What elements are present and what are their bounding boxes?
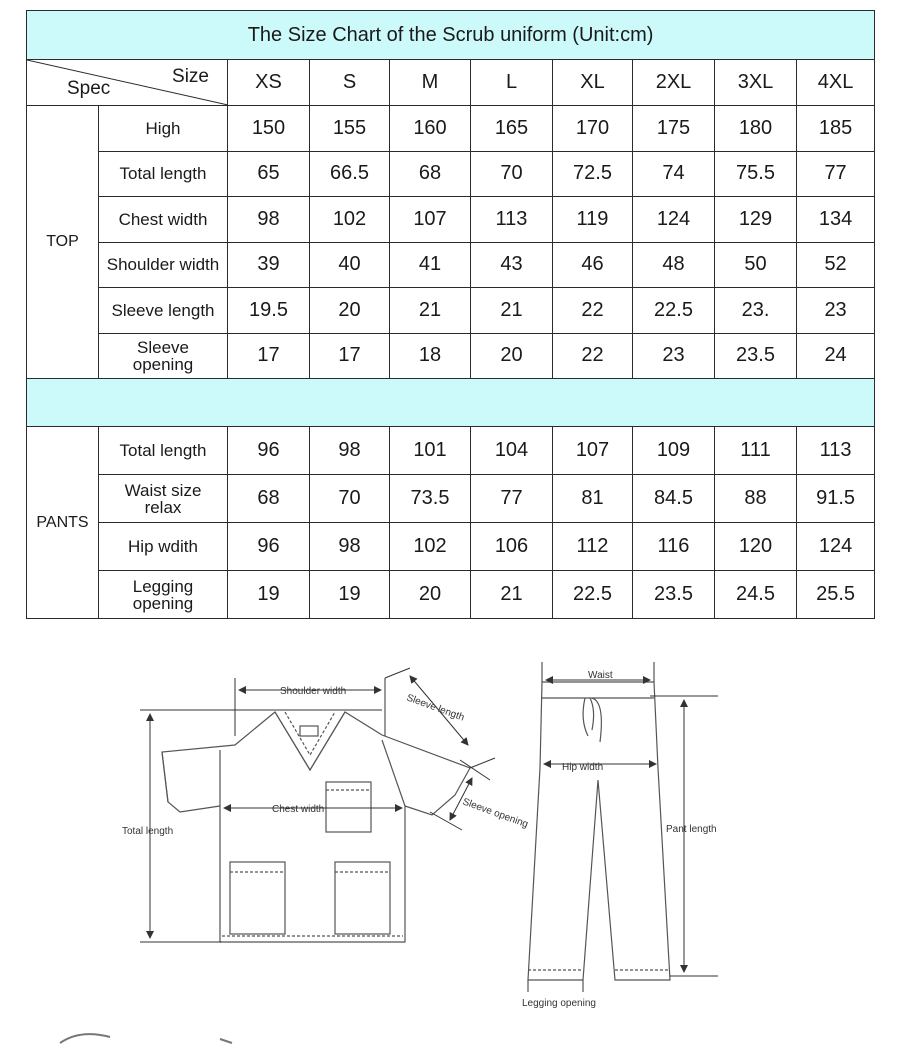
value-cell: 107 [390,197,471,243]
value-cell: 65 [228,151,310,197]
value-cell: 170 [553,106,633,152]
value-cell: 124 [633,197,715,243]
value-cell: 160 [390,106,471,152]
value-cell: 98 [228,197,310,243]
value-cell: 43 [471,242,553,288]
value-cell: 48 [633,242,715,288]
garment-measurement-diagram [110,640,730,1020]
value-cell: 81 [553,475,633,523]
value-cell: 23 [797,288,875,334]
value-cell: 23. [715,288,797,334]
table-row [27,333,875,379]
value-cell: 96 [228,523,310,571]
value-cell: 25.5 [797,571,875,619]
value-cell: 91.5 [797,475,875,523]
row-label: Total length [99,427,228,475]
legging-opening-label: Legging opening [522,998,596,1009]
row-label: Sleeve opening [99,333,228,379]
group-label-top: TOP [27,106,99,379]
value-cell: 72.5 [553,151,633,197]
value-cell: 119 [553,197,633,243]
value-cell: 19 [310,571,390,619]
chest-width-label: Chest width [272,804,325,815]
value-cell: 155 [310,106,390,152]
row-label: Waist size relax [99,475,228,523]
value-cell: 102 [310,197,390,243]
value-cell: 23.5 [715,333,797,379]
value-cell: 124 [797,523,875,571]
value-cell: 111 [715,427,797,475]
size-label: Size [172,66,209,87]
value-cell: 68 [228,475,310,523]
value-cell: 39 [228,242,310,288]
value-cell: 17 [228,333,310,379]
row-label: Chest width [99,197,228,243]
value-cell: 129 [715,197,797,243]
value-cell: 150 [228,106,310,152]
value-cell: 20 [390,571,471,619]
size-header-m: M [390,60,471,106]
value-cell: 109 [633,427,715,475]
shoulder-width-label: Shoulder width [280,686,347,697]
row-label: Sleeve length [99,288,228,334]
value-cell: 88 [715,475,797,523]
value-cell: 70 [471,151,553,197]
value-cell: 46 [553,242,633,288]
group-label-pants: PANTS [27,427,99,619]
value-cell: 104 [471,427,553,475]
row-label: Hip wdith [99,523,228,571]
value-cell: 113 [797,427,875,475]
sleeve-length-label: Sleeve length [404,692,466,724]
value-cell: 19 [228,571,310,619]
value-cell: 112 [553,523,633,571]
value-cell: 101 [390,427,471,475]
table-row [27,242,875,288]
value-cell: 113 [471,197,553,243]
value-cell: 50 [715,242,797,288]
size-header-l: L [471,60,553,106]
scrub-pants-drawing [528,682,670,980]
table-row [27,151,875,197]
row-label: Total length [99,151,228,197]
value-cell: 98 [310,523,390,571]
value-cell: 116 [633,523,715,571]
value-cell: 18 [390,333,471,379]
scrub-pants-labels [522,670,717,1009]
value-cell: 180 [715,106,797,152]
value-cell: 22 [553,288,633,334]
value-cell: 24.5 [715,571,797,619]
value-cell: 52 [797,242,875,288]
size-spec-corner [27,60,228,106]
sleeve-opening-label: Sleeve opening [460,796,530,831]
value-cell: 40 [310,242,390,288]
value-cell: 22.5 [553,571,633,619]
value-cell: 106 [471,523,553,571]
value-cell: 84.5 [633,475,715,523]
total-length-label: Total length [122,826,174,837]
value-cell: 23 [633,333,715,379]
value-cell: 120 [715,523,797,571]
size-header-s: S [310,60,390,106]
value-cell: 77 [471,475,553,523]
row-label: Legging opening [99,571,228,619]
table-row [27,288,875,334]
value-cell: 21 [390,288,471,334]
value-cell: 73.5 [390,475,471,523]
table-row [27,427,875,475]
value-cell: 102 [390,523,471,571]
value-cell: 185 [797,106,875,152]
value-cell: 41 [390,242,471,288]
chart-title: The Size Chart of the Scrub uniform (Unit:cm) [27,11,875,60]
size-header-xs: XS [228,60,310,106]
value-cell: 77 [797,151,875,197]
value-cell: 24 [797,333,875,379]
pant-length-label: Pant length [666,824,717,835]
hip-width-label: Hip width [562,762,604,773]
scrub-top-drawing [162,712,470,942]
value-cell: 20 [310,288,390,334]
value-cell: 66.5 [310,151,390,197]
size-chart-table [26,10,875,619]
table-row [27,523,875,571]
size-header-xl: XL [553,60,633,106]
footer-decoration [40,1025,280,1045]
table-row [27,475,875,523]
row-label: Shoulder width [99,242,228,288]
value-cell: 21 [471,571,553,619]
value-cell: 96 [228,427,310,475]
value-cell: 74 [633,151,715,197]
value-cell: 107 [553,427,633,475]
size-header-3xl: 3XL [715,60,797,106]
table-row [27,197,875,243]
value-cell: 98 [310,427,390,475]
value-cell: 19.5 [228,288,310,334]
waist-label: Waist [588,670,613,681]
value-cell: 21 [471,288,553,334]
value-cell: 134 [797,197,875,243]
value-cell: 23.5 [633,571,715,619]
table-row [27,571,875,619]
value-cell: 165 [471,106,553,152]
value-cell: 17 [310,333,390,379]
size-header-2xl: 2XL [633,60,715,106]
table-row [27,106,875,152]
value-cell: 20 [471,333,553,379]
value-cell: 68 [390,151,471,197]
value-cell: 70 [310,475,390,523]
value-cell: 22 [553,333,633,379]
section-divider [27,379,875,427]
value-cell: 75.5 [715,151,797,197]
row-label: High [99,106,228,152]
value-cell: 22.5 [633,288,715,334]
size-header-4xl: 4XL [797,60,875,106]
spec-label: Spec [67,78,111,99]
value-cell: 175 [633,106,715,152]
